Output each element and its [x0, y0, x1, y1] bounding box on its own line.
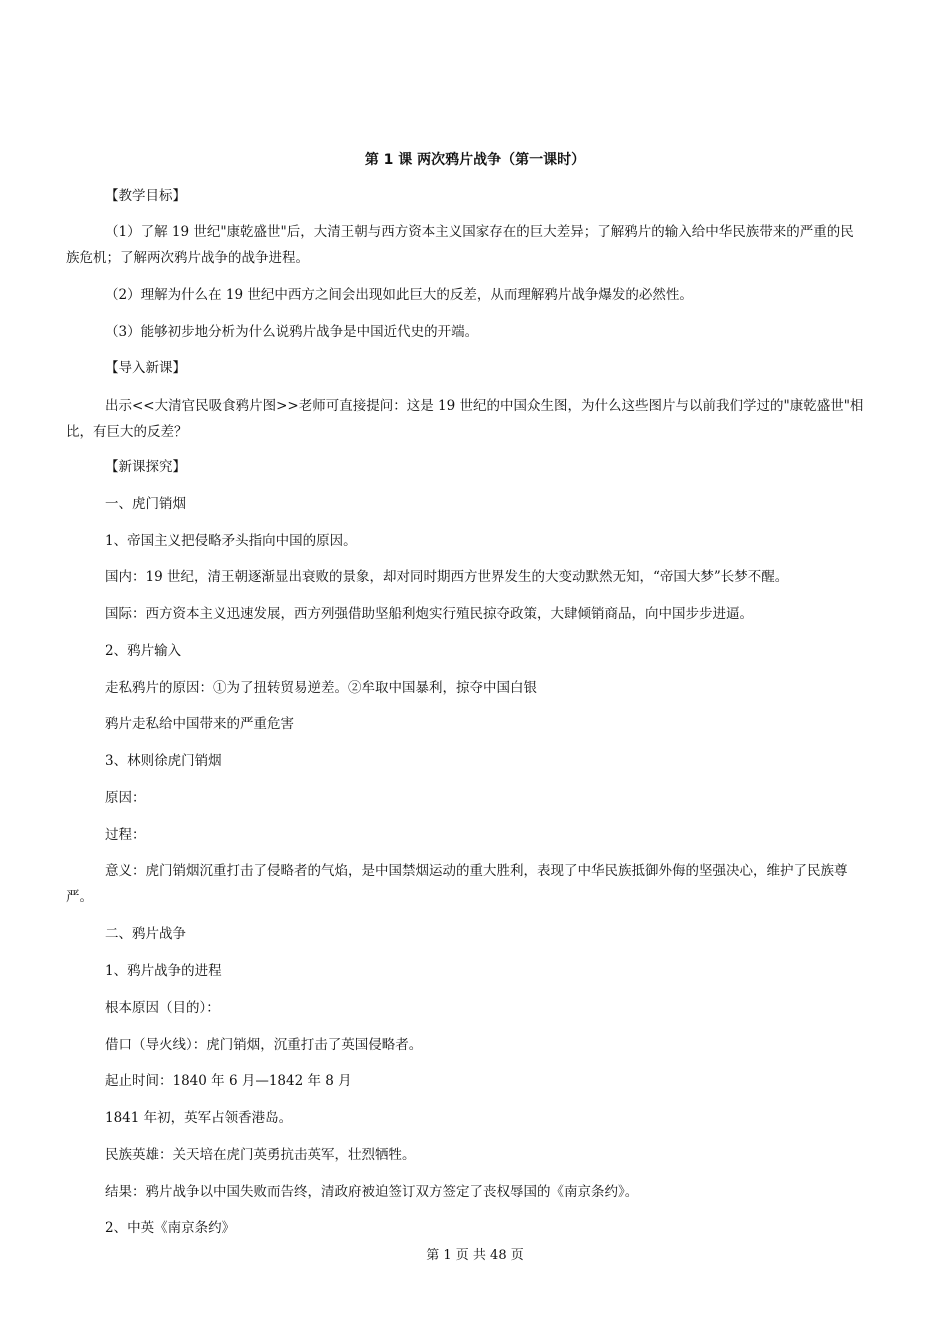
p1-meaning — [66, 858, 886, 910]
objective-3: （3）能够初步地分析为什么说鸦片战争是中国近代史的开端。 — [105, 324, 479, 340]
part1-heading: 一、虎门销烟 — [105, 496, 186, 512]
p2-pretext: 借口（导火线）：虎门销烟，沉重打击了英国侵略者。 — [105, 1037, 423, 1053]
p1-meaning-line1: 意义：虎门销烟沉重打击了侵略者的气焰，是中国禁烟运动的重大胜利，表现了中华民族抵御外侮的坚强决心，维护了民族尊 — [105, 863, 848, 879]
explore-heading: 【新课探究】 — [105, 459, 186, 475]
objective-1 — [66, 219, 886, 271]
objective-1-line1: （1）了解 19 世纪"康乾盛世"后，大清王朝与西方资本主义国家存在的巨大差异；了解鸦片的输入给中华民族带来的严重的民 — [105, 224, 854, 240]
p2-item2: 2、中英《南京条约》 — [105, 1220, 236, 1236]
objectives-heading: 【教学目标】 — [105, 188, 186, 204]
objective-1-line2: 族危机；了解两次鸦片战争的战争进程。 — [66, 250, 309, 266]
p1-item1: 1、帝国主义把侵略矛头指向中国的原因。 — [105, 533, 357, 549]
intro-line2: 比，有巨大的反差？ — [66, 424, 188, 440]
page-footer: 第 1 页 共 48 页 — [426, 1248, 524, 1263]
p1-item3: 3、林则徐虎门销烟 — [105, 753, 222, 769]
p2-root: 根本原因（目的）： — [105, 1000, 220, 1016]
page-title: 第 1 课 两次鸦片战争（第一课时） — [364, 152, 586, 168]
p1-international: 国际：西方资本主义迅速发展，西方列强借助坚船利炮实行殖民掠夺政策，大肆倾销商品，向中国步步进逼。 — [105, 606, 753, 622]
p2-hero: 民族英雄：关天培在虎门英勇抗击英军，壮烈牺牲。 — [105, 1147, 416, 1163]
p2-hongkong: 1841 年初，英军占领香港岛。 — [105, 1110, 293, 1126]
p1-item2: 2、鸦片输入 — [105, 643, 182, 659]
p2-time: 起止时间：1840 年 6 月—1842 年 8 月 — [105, 1073, 352, 1089]
p1-domestic: 国内：19 世纪，清王朝逐渐显出衰败的景象，却对同时期西方世界发生的大变动默然无知，“帝国大梦”长梦不醒。 — [105, 569, 789, 585]
intro-line1: 出示<<大清官民吸食鸦片图>>老师可直接提问：这是 19 世纪的中国众生图，为什么这些图片与以前我们学过的"康乾盛世"相 — [105, 398, 864, 414]
intro-paragraph — [66, 393, 886, 445]
p1-harm: 鸦片走私给中国带来的严重危害 — [105, 716, 294, 732]
p2-result: 结果：鸦片战争以中国失败而告终，清政府被迫签订双方签定了丧权辱国的《南京条约》。 — [105, 1184, 639, 1200]
p2-item1: 1、鸦片战争的进程 — [105, 963, 222, 979]
p1-meaning-line2: 严。 — [66, 889, 93, 905]
part2-heading: 二、鸦片战争 — [105, 926, 186, 942]
intro-heading: 【导入新课】 — [105, 360, 186, 376]
p1-cause: 原因： — [105, 790, 146, 806]
p1-process: 过程： — [105, 827, 146, 843]
p1-smuggle-reason: 走私鸦片的原因：①为了扭转贸易逆差。②牟取中国暴利，掠夺中国白银 — [105, 680, 537, 696]
objective-2: （2）理解为什么在 19 世纪中西方之间会出现如此巨大的反差，从而理解鸦片战争爆发的必然性。 — [105, 287, 693, 303]
